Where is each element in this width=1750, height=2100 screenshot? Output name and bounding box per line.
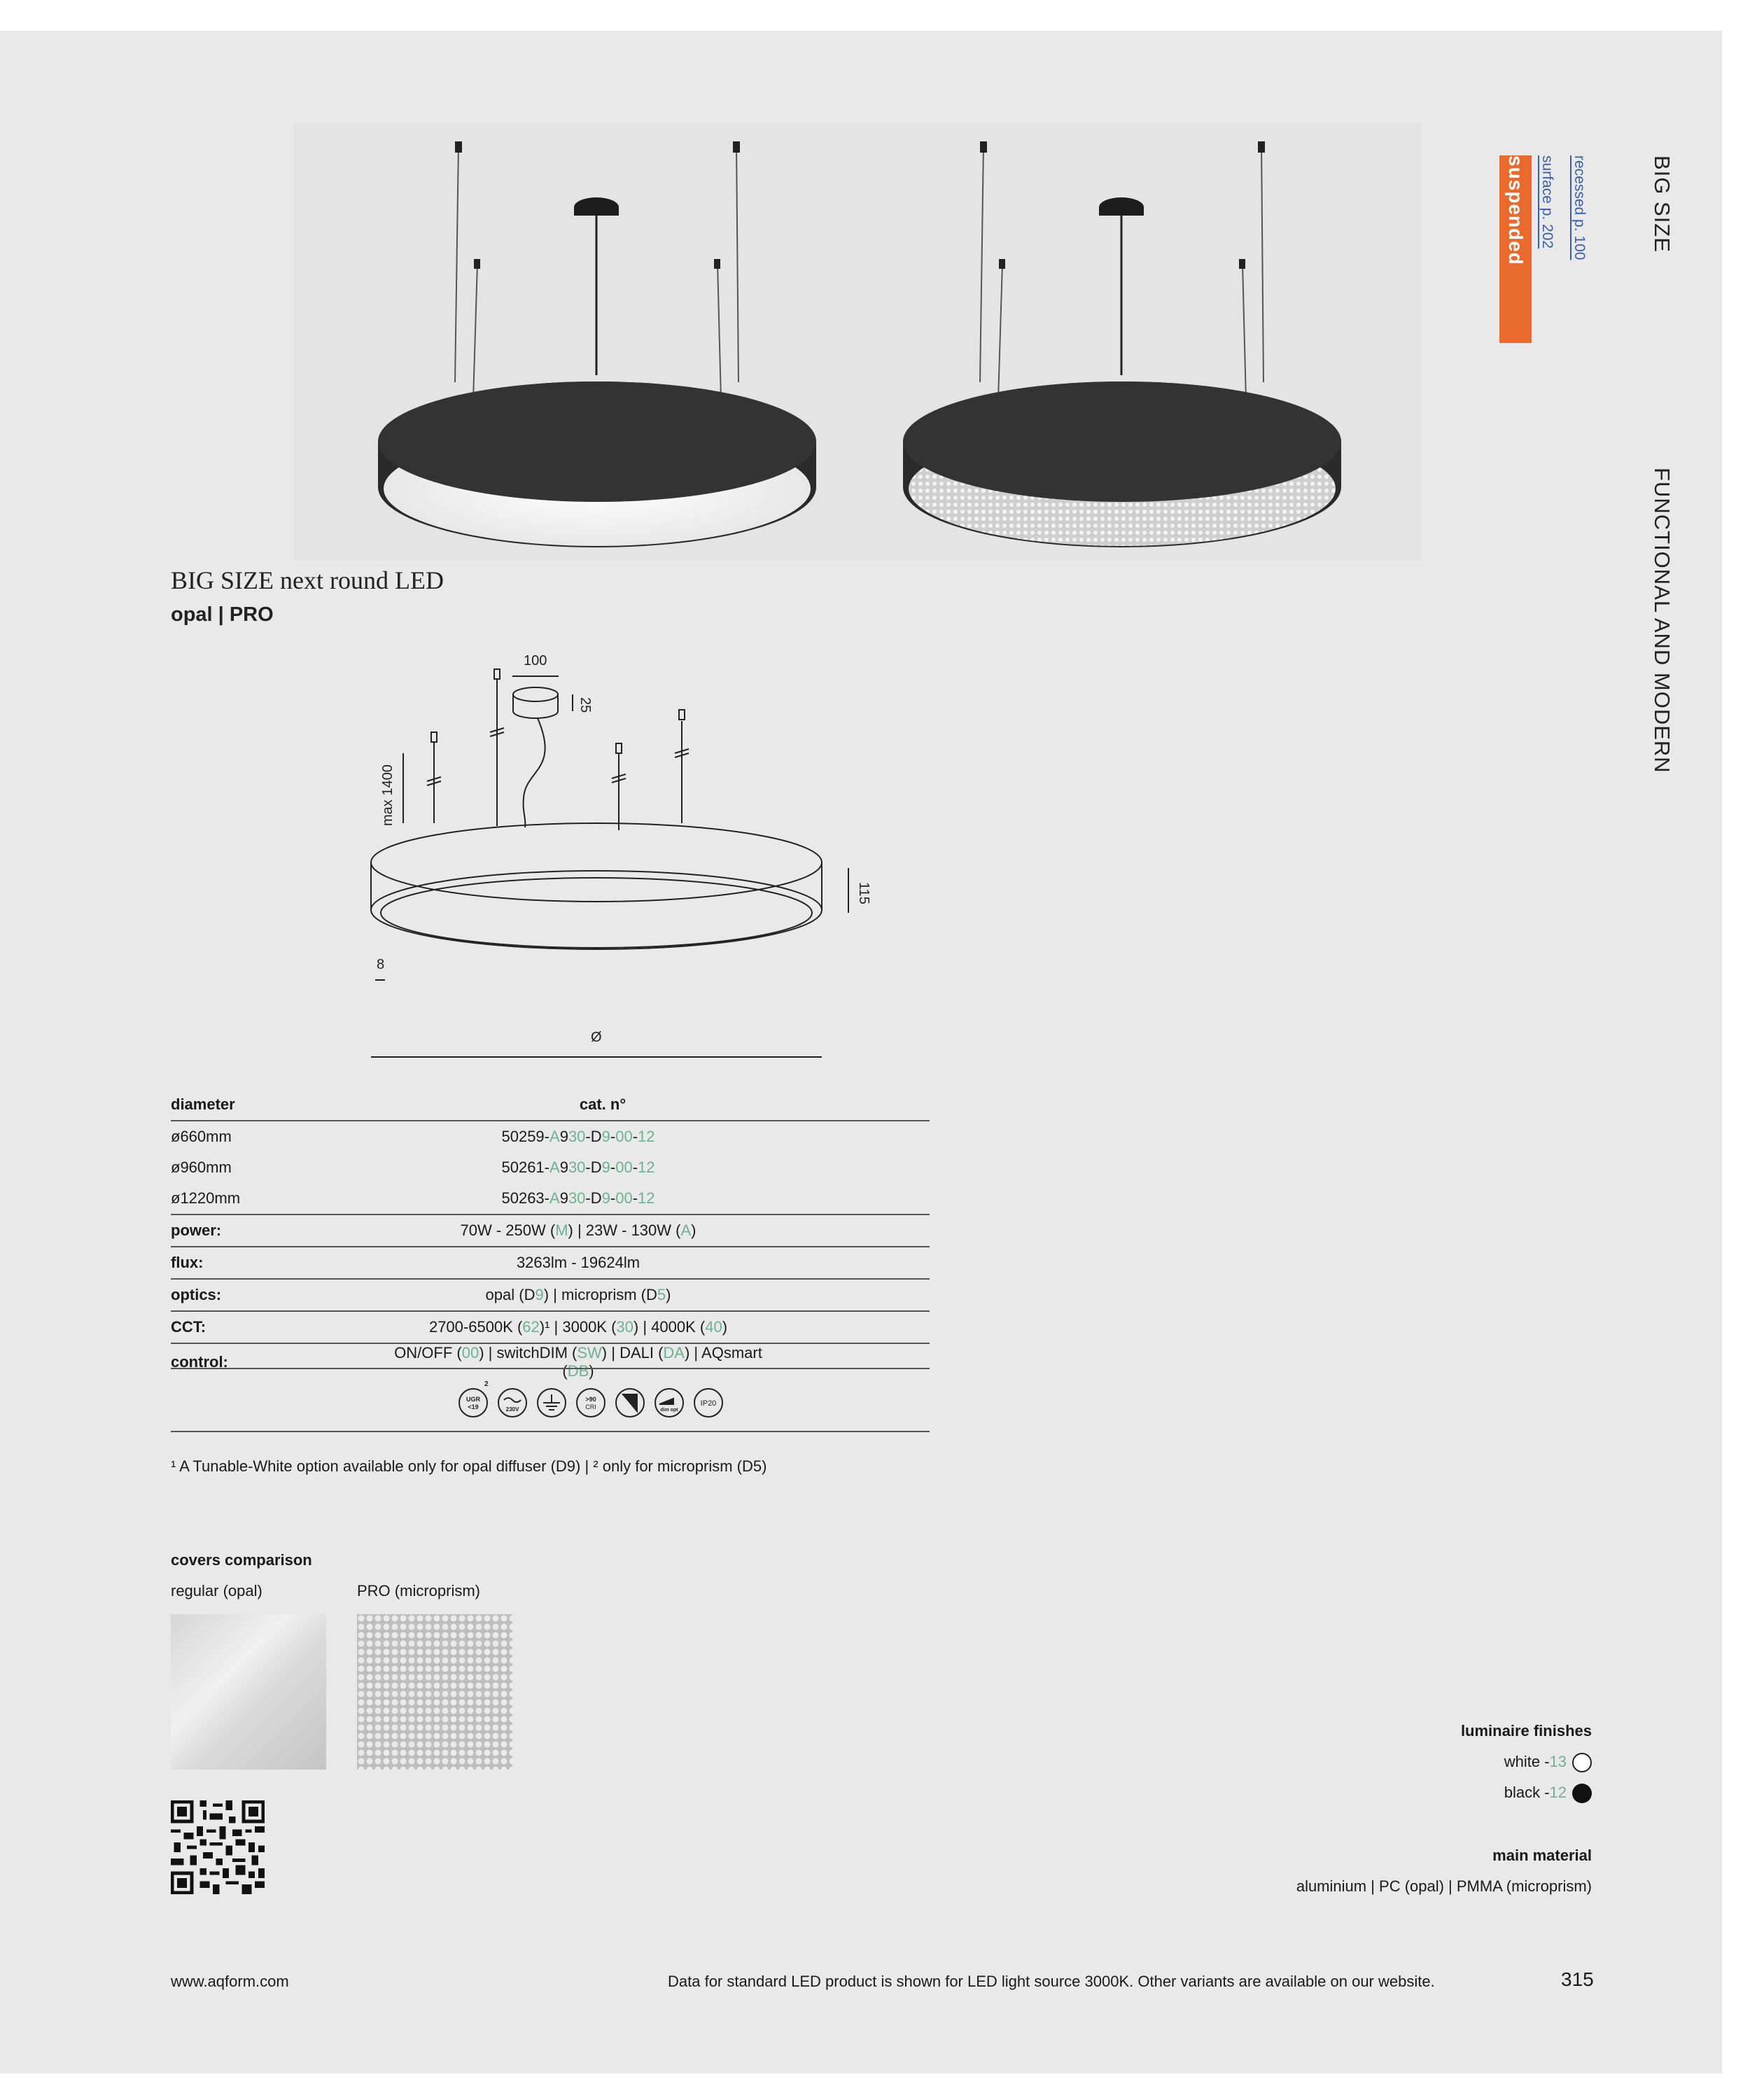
value-part: 5	[657, 1286, 666, 1303]
icon-row	[458, 1379, 738, 1422]
cover-regular-label: regular (opal)	[171, 1582, 262, 1600]
finish-white	[1504, 1753, 1592, 1772]
svg-text:230V: 230V	[505, 1406, 519, 1413]
value-part: 30	[616, 1318, 634, 1336]
direct-light-icon	[616, 1389, 644, 1417]
code-part: 12	[638, 1128, 655, 1145]
code-part: -	[632, 1128, 638, 1145]
material-heading: main material	[1492, 1847, 1592, 1864]
footer-disclaimer: Data for standard LED product is shown for LED light source 3000K. Other variants are available on our website.	[668, 1973, 1435, 1990]
covers-heading: covers comparison	[171, 1551, 312, 1569]
dim-top-label: 100	[524, 653, 547, 668]
value-part: ON/OFF (	[394, 1344, 462, 1362]
category-label: FUNCTIONAL AND MODERN	[1650, 468, 1674, 774]
finish-black	[1504, 1784, 1592, 1803]
certification-icons	[171, 1368, 930, 1432]
value-part: ) | microprism (D	[543, 1286, 657, 1303]
svg-text:dim opt: dim opt	[660, 1408, 678, 1413]
value-part: )	[666, 1286, 671, 1303]
table-row	[171, 1183, 930, 1214]
ip20-icon	[694, 1389, 722, 1417]
finish-white-label: white -	[1504, 1753, 1550, 1770]
code-part: -	[610, 1158, 616, 1176]
header-cat-no: cat. n°	[381, 1089, 930, 1121]
code-part: 50263-	[501, 1189, 550, 1207]
pendant-lamps-illustration	[294, 123, 1421, 561]
row-diameter: ø1220mm	[171, 1189, 241, 1207]
value-part: opal (D	[485, 1286, 536, 1303]
table-row-optics	[171, 1279, 930, 1311]
code-part: 12	[638, 1189, 655, 1207]
row-diameter: ø660mm	[171, 1128, 232, 1145]
ugr-icon	[459, 1380, 489, 1417]
qr-code[interactable]	[171, 1800, 265, 1894]
finishes-heading: luminaire finishes	[1460, 1722, 1592, 1740]
table-header-row	[171, 1089, 930, 1121]
finish-white-code: 13	[1549, 1753, 1567, 1770]
tab-suspended-label: suspended	[1505, 155, 1527, 265]
spec-table	[171, 1089, 930, 1380]
code-part: 30	[568, 1158, 586, 1176]
code-part: 50261-	[501, 1158, 550, 1176]
code-part: 9	[559, 1128, 568, 1145]
code-part: 12	[638, 1158, 655, 1176]
dim-opt-icon	[655, 1389, 683, 1417]
svg-text:<19: <19	[468, 1404, 479, 1410]
finish-black-label: black -	[1504, 1784, 1550, 1801]
value-part: DB	[567, 1362, 589, 1380]
code-part: 9	[559, 1189, 568, 1207]
value-part: )	[589, 1362, 594, 1380]
optics-label: optics:	[171, 1279, 381, 1311]
svg-text:IP20: IP20	[700, 1399, 717, 1408]
code-part: -D	[585, 1158, 602, 1176]
value-part: DA	[663, 1344, 685, 1362]
code-part: -	[610, 1128, 616, 1145]
table-row-cct	[171, 1311, 930, 1343]
svg-text:>90: >90	[585, 1396, 596, 1403]
dim-cable-label: max 1400	[380, 764, 396, 826]
flux-label: flux:	[171, 1247, 381, 1279]
code-part: 30	[568, 1189, 586, 1207]
value-part: )	[722, 1318, 728, 1336]
code-part: 9	[601, 1158, 610, 1176]
code-part: -D	[585, 1128, 602, 1145]
code-part: A	[550, 1158, 560, 1176]
product-title: BIG SIZE next round LED	[171, 566, 444, 594]
dim-height-label: 115	[856, 882, 872, 904]
code-part: 00	[615, 1158, 633, 1176]
value-part: 40	[705, 1318, 722, 1336]
code-part: -	[632, 1189, 638, 1207]
code-part: -D	[585, 1189, 602, 1207]
code-part: 00	[615, 1189, 633, 1207]
row-cat-code	[381, 1121, 930, 1152]
white-swatch-icon	[1572, 1753, 1592, 1772]
value-part: 00	[461, 1344, 479, 1362]
dim-diameter-label: Ø	[591, 1030, 602, 1045]
lamp-opal	[378, 141, 816, 547]
table-footnote: ¹ A Tunable-White option available only for opal diffuser (D9) | ² only for microprism (D5)	[171, 1457, 767, 1475]
value-part: 9	[535, 1286, 544, 1303]
value-part: 2700-6500K (	[428, 1318, 523, 1336]
value-part: 70W - 250W (	[460, 1222, 556, 1239]
product-photo	[294, 123, 1421, 561]
value-part: A	[680, 1222, 692, 1239]
value-part: M	[555, 1222, 568, 1239]
code-part: A	[550, 1189, 560, 1207]
table-row	[171, 1152, 930, 1183]
flux-value: 3263lm - 19624lm	[381, 1247, 930, 1279]
page-number: 315	[1561, 1968, 1594, 1990]
table-row-power	[171, 1214, 930, 1247]
value-part: 62	[522, 1318, 540, 1336]
svg-text:2: 2	[484, 1380, 489, 1388]
material-value: aluminium | PC (opal) | PMMA (microprism)	[1296, 1877, 1592, 1895]
link-recessed[interactable]: recessed p. 100	[1572, 155, 1588, 260]
voltage-230v-icon	[498, 1389, 526, 1417]
table-row	[171, 1121, 930, 1152]
product-subtitle: opal | PRO	[171, 603, 274, 626]
code-part: 30	[568, 1128, 586, 1145]
code-part: 9	[559, 1158, 568, 1176]
website-link[interactable]: www.aqform.com	[171, 1973, 289, 1990]
lamp-microprism	[903, 141, 1341, 547]
power-value	[381, 1214, 930, 1247]
row-cat-code	[381, 1183, 930, 1214]
section-tab-big-size[interactable]: BIG SIZE	[1650, 155, 1674, 253]
code-part: 00	[615, 1128, 633, 1145]
code-part: -	[632, 1158, 638, 1176]
row-diameter: ø960mm	[171, 1158, 232, 1176]
optics-value	[381, 1279, 930, 1311]
svg-text:UGR: UGR	[466, 1396, 480, 1403]
header-diameter: diameter	[171, 1089, 381, 1121]
black-swatch-icon	[1572, 1784, 1592, 1803]
dim-lip-label: 8	[377, 957, 385, 972]
cover-pro-label: PRO (microprism)	[357, 1582, 480, 1600]
cri-icon	[577, 1389, 605, 1417]
cover-opal-swatch	[171, 1614, 326, 1770]
cct-value	[381, 1311, 930, 1343]
value-part: )	[691, 1222, 696, 1239]
finish-black-code: 12	[1549, 1784, 1567, 1801]
cct-label: CCT:	[171, 1311, 381, 1343]
code-part: 9	[601, 1128, 610, 1145]
value-part: ) | 4000K (	[633, 1318, 706, 1336]
control-label: control:	[171, 1343, 381, 1380]
cover-microprism-swatch	[357, 1614, 512, 1770]
row-cat-code	[381, 1152, 930, 1183]
code-part: A	[550, 1128, 560, 1145]
code-part: -	[610, 1189, 616, 1207]
value-part: ) | AQsmart (	[562, 1344, 762, 1380]
earth-class-icon	[538, 1389, 566, 1417]
power-label: power:	[171, 1214, 381, 1247]
value-part: ) | DALI (	[601, 1344, 664, 1362]
code-part: 50259-	[501, 1128, 550, 1145]
technical-drawing	[350, 630, 910, 1064]
tab-suspended-active[interactable]	[1499, 155, 1532, 343]
table-row-flux	[171, 1247, 930, 1279]
value-part: )¹ | 3000K (	[539, 1318, 617, 1336]
svg-text:CRI: CRI	[585, 1404, 596, 1410]
value-part: ) | 23W - 130W (	[568, 1222, 681, 1239]
value-part: SW	[577, 1344, 602, 1362]
dim-canopy-label: 25	[578, 697, 593, 713]
link-surface[interactable]: surface p. 202	[1539, 155, 1555, 249]
value-part: ) | switchDIM (	[479, 1344, 578, 1362]
code-part: 9	[601, 1189, 610, 1207]
